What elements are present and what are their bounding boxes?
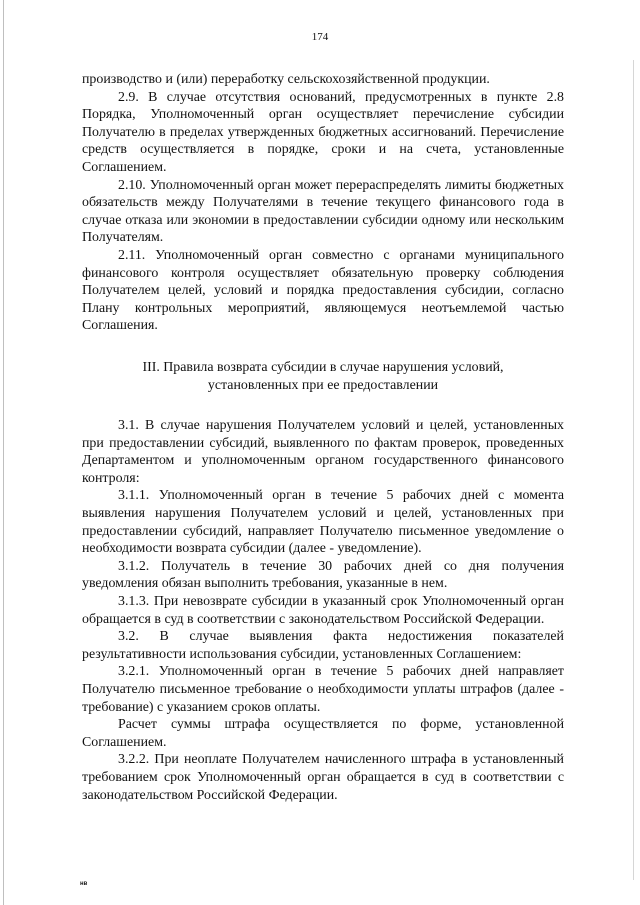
paragraph-3-2: 3.2. В случае выявления факта недостижения показателей результативности использования субсидии, установленных Соглашением: bbox=[82, 629, 564, 662]
paragraph-3-1-3: 3.1.3. При невозврате субсидии в указанный срок Уполномоченный орган обращается в суд в соответствии с законодательством Российской Федерации. bbox=[82, 594, 564, 627]
footer-initials: нв bbox=[80, 881, 88, 887]
document-body bbox=[82, 71, 564, 804]
scan-edge-right bbox=[633, 60, 634, 880]
paragraph-continuation: производство и (или) переработку сельскохозяйственной продукции. bbox=[82, 72, 490, 87]
section-heading-line-1: III. Правила возврата субсидии в случае нарушения условий, bbox=[142, 359, 504, 375]
paragraph-3-2-2: 3.2.2. При неоплате Получателем начисленного штрафа в установленный требованием срок Уполномоченный орган обращается в суд в соответствии с законодательством Российской Федерации. bbox=[82, 752, 564, 803]
paragraph-2-9: 2.9. В случае отсутствия оснований, предусмотренных в пункте 2.8 Порядка, Уполномоченный орган осуществляет перечисление субсидии Получателю в пределах утвержденных бюджетных ассигнований. Перечисление средств осуществляется в порядке, сроки и на счета, установленные Соглашением. bbox=[82, 89, 564, 175]
section-heading bbox=[82, 359, 564, 394]
paragraph-penalty-calculation: Расчет суммы штрафа осуществляется по форме, установленной Соглашением. bbox=[82, 717, 564, 750]
paragraph-3-1-2: 3.1.2. Получатель в течение 30 рабочих дней со дня получения уведомления обязан выполнить требования, указанные в нем. bbox=[82, 558, 564, 592]
paragraph-3-2-1: 3.2.1. Уполномоченный орган в течение 5 рабочих дней направляет Получателю письменное требование о необходимости уплаты штрафов (далее - требование) с указанием сроков оплаты. bbox=[82, 664, 564, 715]
paragraph-2-10: 2.10. Уполномоченный орган может перераспределять лимиты бюджетных обязательств между Получателями в течение текущего финансового года в случае отказа или экономии в предоставлении субсидии одному или нескольким Получателям. bbox=[82, 177, 564, 246]
paragraph-2-11: 2.11. Уполномоченный орган совместно с органами муниципального финансового контроля осуществляет обязательную проверку соблюдения Получателем целей, условий и порядка предоставления субсидии, согласно Плану контрольных мероприятий, являющемуся неотъемлемой частью Соглашения. bbox=[82, 247, 564, 334]
paragraph-3-1-1: 3.1.1. Уполномоченный орган в течение 5 рабочих дней с момента выявления нарушения Получателем условий и целей, установленных при предоставлении субсидий, направляет Получателю письменное уведомление о необходимости возврата субсидии (далее - уведомление). bbox=[82, 488, 564, 557]
scan-edge-left bbox=[3, 0, 4, 905]
paragraph-3-1: 3.1. В случае нарушения Получателем условий и целей, установленных при предоставлении субсидий, выявленного по фактам проверок, проведенных Департаментом и уполномоченным органом государственного финансового контроля: bbox=[82, 418, 564, 486]
page-number: 174 bbox=[311, 31, 329, 43]
section-heading-line-2: установленных при ее предоставлении bbox=[207, 377, 439, 393]
